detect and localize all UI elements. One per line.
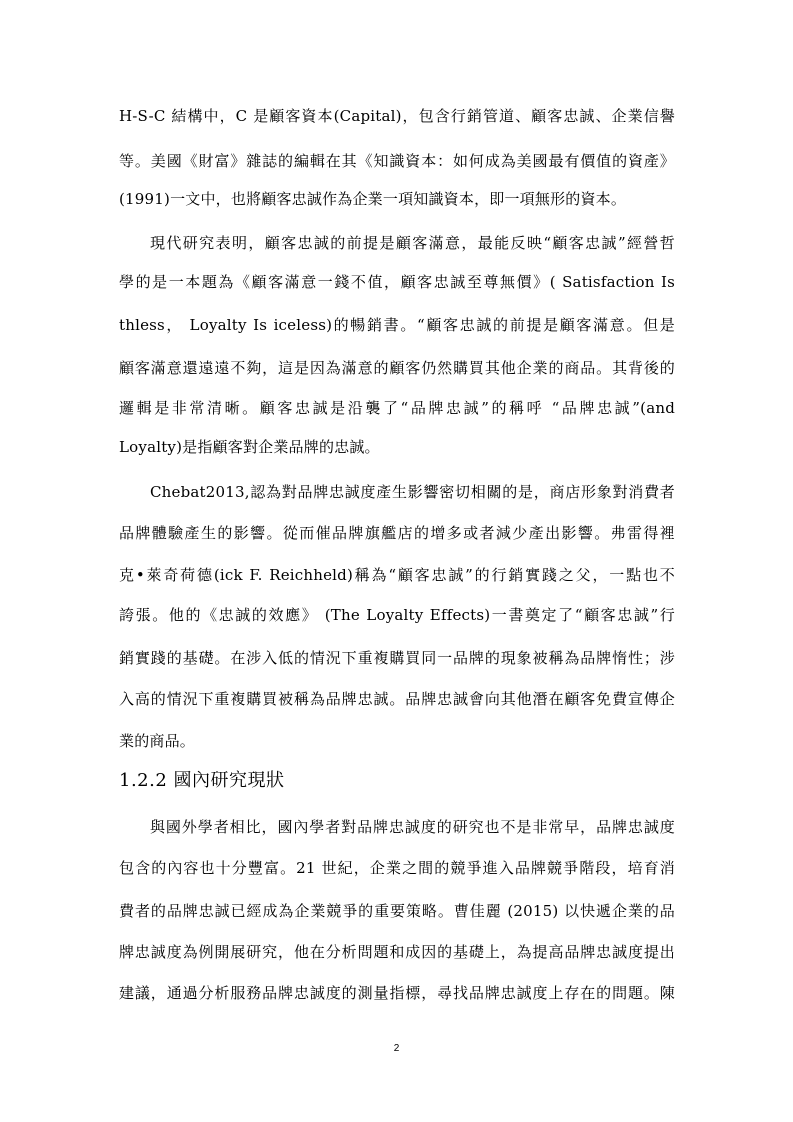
text-line: Chebat2013,認為對品牌忠誠度產生影響密切相關的是，商店形象對消費者 [150, 483, 675, 501]
text-line: 等。美國《財富》雜誌的編輯在其《知識資本：如何成為美國最有價值的資產》 [119, 152, 675, 170]
text-line: 現代研究表明，顧客忠誠的前提是顧客滿意，最能反映“顧客忠誠”經營哲 [150, 234, 675, 252]
text-line: 誇張。他的《忠誠的效應》 (The Loyalty Effects)一書奠定了“顧客忠誠”行 [119, 606, 675, 624]
text-line: 建議，通過分析服務品牌忠誠度的測量指標，尋找品牌忠誠度上存在的問題。陳 [119, 984, 675, 1002]
text-line: 業的商品。 [119, 732, 196, 750]
text-line: 牌忠誠度為例開展研究，他在分析問題和成因的基礎上，為提高品牌忠誠度提出 [119, 943, 675, 961]
text-line: 費者的品牌忠誠已經成為企業競爭的重要策略。曹佳麗 (2015) 以快遞企業的品 [119, 902, 675, 920]
text-line: (1991)一文中，也將顧客忠誠作為企業一項知識資本，即一項無形的資本。 [119, 190, 627, 208]
text-line: 銷實踐的基礎。在涉入低的情況下重複購買同一品牌的現象被稱為品牌惰性；涉 [119, 649, 675, 667]
page-number: 2 [393, 1043, 400, 1054]
section-heading: 1.2.2 國內研究現狀 [119, 770, 285, 791]
text-line: 克•萊奇荷德(ick F. Reichheld)稱為“顧客忠誠”的行銷實踐之父，一點也不 [119, 566, 675, 584]
text-line: thless， Loyalty Is iceless)的暢銷書。“顧客忠誠的前提是顧客滿意。但是 [119, 316, 675, 334]
text-line: 品牌體驗產生的影響。從而催品牌旗艦店的增多或者減少產出影響。弗雷得裡 [119, 524, 675, 542]
text-line: H-S-C 結構中，C 是顧客資本(Capital)，包含行銷管道、顧客忠誠、企業信譽 [119, 107, 675, 125]
text-line: 顧客滿意還遠遠不夠，這是因為滿意的顧客仍然購買其他企業的商品。其背後的 [119, 359, 675, 377]
text-line: 學的是一本題為《顧客滿意一錢不值，顧客忠誠至尊無價》( Satisfaction Is [119, 273, 675, 291]
text-line: 邏輯是非常清晰。顧客忠誠是沿襲了“品牌忠誠”的稱呼 “品牌忠誠”(and [119, 399, 675, 417]
text-line: Loyalty)是指顧客對企業品牌的忠誠。 [119, 438, 380, 456]
text-line: 包含的內容也十分豐富。21 世紀，企業之間的競爭進入品牌競爭階段，培育消 [119, 859, 675, 877]
text-line: 入高的情況下重複購買被稱為品牌忠誠。品牌忠誠會向其他潛在顧客免費宣傳企 [119, 690, 675, 708]
text-line: 與國外學者相比，國內學者對品牌忠誠度的研究也不是非常早，品牌忠誠度 [150, 818, 675, 836]
